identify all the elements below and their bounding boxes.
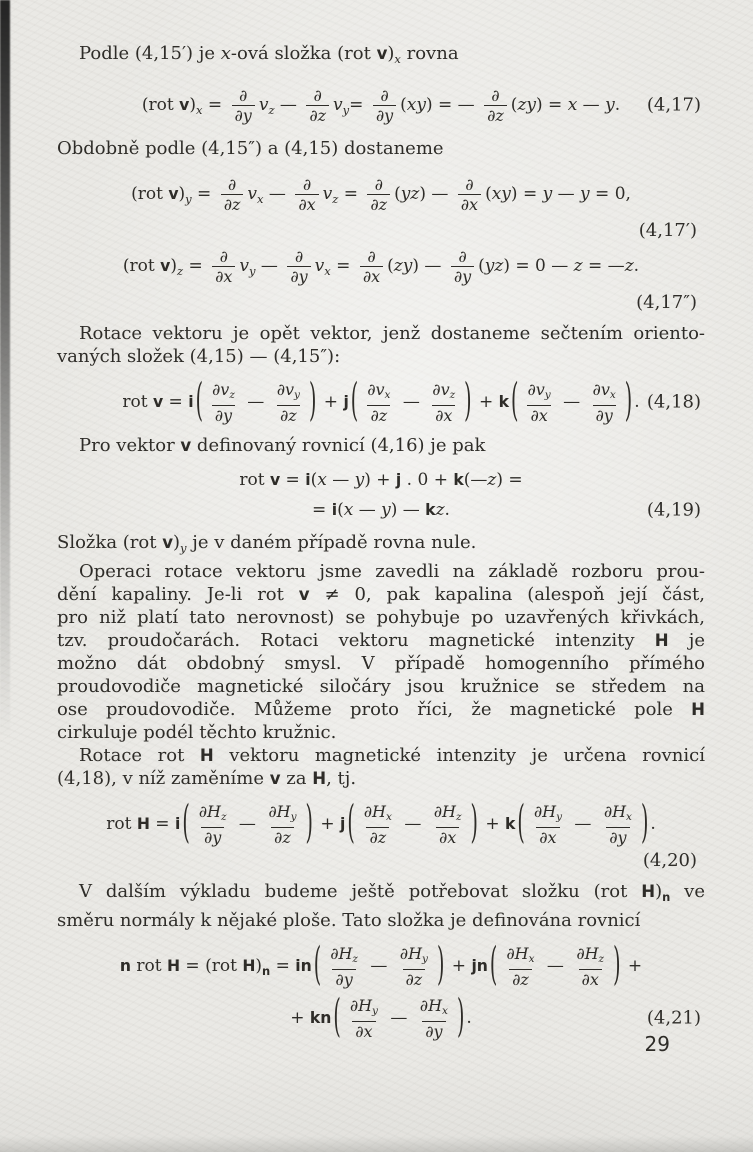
paragraph-line: Rotace rot H vektoru magnetické intenzity je určena rovnicí <box>79 745 705 766</box>
big-paren: ( <box>195 375 203 427</box>
math-fraction: $\frac{\partial Hx}{\partial y}$ <box>603 801 632 847</box>
math-fraction: $\frac{\partial Hz}{\partial y}$ <box>330 943 358 989</box>
paragraph <box>57 434 705 457</box>
math-fraction: ∂ ∂z <box>306 87 329 124</box>
equation-content: rot v = i ( $\frac{\partial vz}{\partial y}$ — $\frac{\partial vy}{\partial z}$ ) + j ( $\frac{\partial vx}{\partial z}$ — $\frac{\partial vz}{\partial x}$ ) + k ( $\frac{\partial vy}{\partial x}$ — $\frac{\partial vx}{\partial y}$ ) . <box>122 375 640 427</box>
big-paren: ) <box>640 797 649 849</box>
equation <box>57 170 705 314</box>
math-fraction: $\frac{\partial vx}{\partial z}$ <box>367 379 391 425</box>
math-fraction: $\frac{\partial Hy}{\partial z}$ <box>399 943 428 989</box>
math-fraction: $\frac{\partial Hy}{\partial x}$ <box>349 995 378 1041</box>
paragraph-line: Složka (rot $v)_y$ je v daném případě rovna nule. <box>57 532 477 555</box>
equation-content: n rot H = (rot $H)_n$ = in ( $\frac{\partial Hz}{\partial y}$ — $\frac{\partial Hy}{\partial z}$ ) + jn ( $\frac{\partial Hx}{\partial z}$ — $\frac{\partial Hz}{\partial x}$ ) + <box>119 939 643 991</box>
paragraph-line: Podle (4,15′) je x-ová složka (rot $v)_x$ rovna <box>79 43 459 66</box>
paragraph <box>57 322 705 368</box>
equation-content: (rot $v)_z$ = ∂ ∂x $v_y$ — ∂ ∂y $v_x$ = ∂ ∂x (zy) — ∂ ∂y (yz) = 0 — z = —z. <box>122 246 640 286</box>
equation-line <box>57 170 705 218</box>
big-paren: ( <box>350 375 359 427</box>
math-fraction: ∂ ∂z <box>484 87 507 124</box>
big-paren: ) <box>436 939 445 991</box>
big-paren: ) <box>470 797 478 849</box>
paragraph-line: Pro vektor v definovaný rovnicí (4,16) je pak <box>79 435 486 456</box>
big-paren: ) <box>464 375 472 427</box>
page-number: 29 <box>644 1032 670 1056</box>
paragraph-line: Rotace vektoru je opět vektor, jenž dostaneme sečtením oriento- <box>79 323 705 344</box>
equation-line <box>57 497 705 523</box>
math-fraction: ∂ ∂x <box>458 176 481 213</box>
big-paren: ( <box>517 797 525 849</box>
big-paren: ( <box>333 991 341 1043</box>
equation-line <box>57 375 705 427</box>
equation-content: (rot $v)_y$ = ∂ ∂z $v_x$ — ∂ ∂x $v_z$ = ∂ ∂z (yz) — ∂ ∂x (xy) = y — y = 0, <box>131 174 631 214</box>
paragraph <box>57 531 705 560</box>
equation-line <box>57 991 705 1043</box>
paragraph-line: směru normály k nějaké ploše. Tato složka je definována rovnicí <box>57 910 641 931</box>
math-fraction: $\frac{\partial vx}{\partial y}$ <box>592 379 616 425</box>
scan-bottom-shadow <box>0 1136 753 1152</box>
math-fraction: $\frac{\partial Hz}{\partial y}$ <box>198 801 227 847</box>
equation-number: (4,19) <box>646 499 701 521</box>
big-paren: ( <box>182 797 190 849</box>
math-fraction: $\frac{\partial Hz}{\partial x}$ <box>433 801 462 847</box>
big-paren: ) <box>456 991 465 1043</box>
big-paren: ( <box>313 939 322 991</box>
equation-number: (4,17′) <box>638 220 697 241</box>
paragraph <box>57 744 705 790</box>
paragraph-line: pro niž platí tato nerovnost) se pohybuje po uzavřených křivkách, <box>57 607 705 628</box>
equation-number: (4,20) <box>642 850 697 871</box>
paragraph-line: (4,18), v níž zaměníme v za H, tj. <box>57 768 357 789</box>
equation-content: rot H = i ( $\frac{\partial Hz}{\partial y}$ — $\frac{\partial Hy}{\partial z}$ ) + j ( $\frac{\partial Hx}{\partial z}$ — $\frac{\partial Hz}{\partial x}$ ) + k ( $\frac{\partial Hy}{\partial x}$ — $\frac{\partial Hx}{\partial y}$ ) . <box>106 797 656 849</box>
math-fraction: $\frac{\partial Hx}{\partial y}$ <box>419 995 448 1041</box>
math-fraction: ∂ ∂y <box>373 87 396 124</box>
equation-content: + kn ( $\frac{\partial Hy}{\partial x}$ — $\frac{\partial Hx}{\partial y}$ ) . <box>290 991 472 1043</box>
paragraph-line: vaných složek (4,15) — (4,15″): <box>57 346 341 367</box>
paragraph-line: dění kapaliny. Je-li rot v ≠ 0, pak kapalina (alespoň její část, <box>57 584 705 605</box>
paragraph <box>57 42 705 71</box>
equation-line <box>57 81 705 129</box>
math-fraction: ∂ ∂x <box>212 248 235 285</box>
paragraph-line: Operaci rotace vektoru jsme zavedli na základě rozboru prou- <box>79 561 705 582</box>
paragraph-line: možno dát obdobný smysl. V případě homogenního přímého <box>57 653 705 674</box>
paragraph <box>57 880 705 932</box>
math-fraction: $\frac{\partial Hy}{\partial z}$ <box>268 801 297 847</box>
big-paren: ( <box>489 939 498 991</box>
equation-line <box>57 939 705 991</box>
math-fraction: $\frac{\partial vy}{\partial z}$ <box>276 379 300 425</box>
equation-number: (4,18) <box>646 391 701 413</box>
equation <box>57 797 705 872</box>
equation-line <box>57 242 705 290</box>
math-fraction: ∂ ∂z <box>221 176 244 213</box>
paragraph-line: Obdobně podle (4,15″) a (4,15) dostaneme <box>57 138 444 159</box>
equation-content: rot v = i(x — y) + j . 0 + k(—z) = <box>239 470 523 490</box>
paragraph <box>57 560 705 744</box>
equation <box>57 81 705 129</box>
equation <box>57 467 705 523</box>
paragraph-line: cirkuluje podél těchto kružnic. <box>57 722 337 743</box>
big-paren: ( <box>511 375 519 427</box>
page-content <box>57 42 705 1050</box>
paragraph-line: V dalším výkladu budeme ještě potřebovat složku (rot $H)_n$ ve <box>79 881 706 904</box>
big-paren: ) <box>305 797 313 849</box>
big-paren: ( <box>347 797 355 849</box>
equation-content: = i(x — y) — kz. <box>312 500 450 520</box>
math-fraction: ∂ ∂y <box>287 248 310 285</box>
paragraph-line: tzv. proudočarách. Rotaci vektoru magnetické intenzity H je <box>57 630 705 651</box>
math-fraction: $\frac{\partial Hz}{\partial x}$ <box>576 943 605 989</box>
math-fraction: ∂ ∂z <box>367 176 390 213</box>
paragraph-line: ose proudovodiče. Můžeme proto říci, že magnetické pole H <box>57 699 705 720</box>
math-fraction: ∂ ∂y <box>451 248 474 285</box>
math-fraction: $\frac{\partial vz}{\partial x}$ <box>432 379 456 425</box>
paragraph <box>57 137 705 160</box>
math-fraction: ∂ ∂y <box>232 87 255 124</box>
equation-line <box>57 467 705 493</box>
math-fraction: $\frac{\partial vz}{\partial y}$ <box>212 379 235 425</box>
equation-line <box>57 797 705 849</box>
equation-number: (4,21) <box>646 1007 701 1029</box>
big-paren: ) <box>613 939 621 991</box>
big-paren: ) <box>308 375 317 427</box>
scan-gutter-shadow <box>0 0 10 740</box>
math-fraction: ∂ ∂x <box>295 176 318 213</box>
math-fraction: $\frac{\partial Hx}{\partial z}$ <box>363 801 392 847</box>
big-paren: ) <box>624 375 633 427</box>
equation-number: (4,17″) <box>636 292 697 313</box>
paragraph-line: proudovodiče magnetické siločáry jsou kružnice se středem na <box>57 676 705 697</box>
equation-content: (rot $v)_x$ = ∂ ∂y $v_z$ — ∂ ∂z $v_y=$ ∂ ∂y (xy) = — ∂ ∂z (zy) = x — y. <box>141 85 621 125</box>
equation-number: (4,17) <box>646 94 701 116</box>
math-fraction: $\frac{\partial vy}{\partial x}$ <box>527 379 551 425</box>
math-fraction: $\frac{\partial Hy}{\partial x}$ <box>533 801 562 847</box>
equation <box>57 939 705 1043</box>
math-fraction: $\frac{\partial Hx}{\partial z}$ <box>506 943 535 989</box>
equation <box>57 375 705 427</box>
math-fraction: ∂ ∂x <box>360 248 383 285</box>
